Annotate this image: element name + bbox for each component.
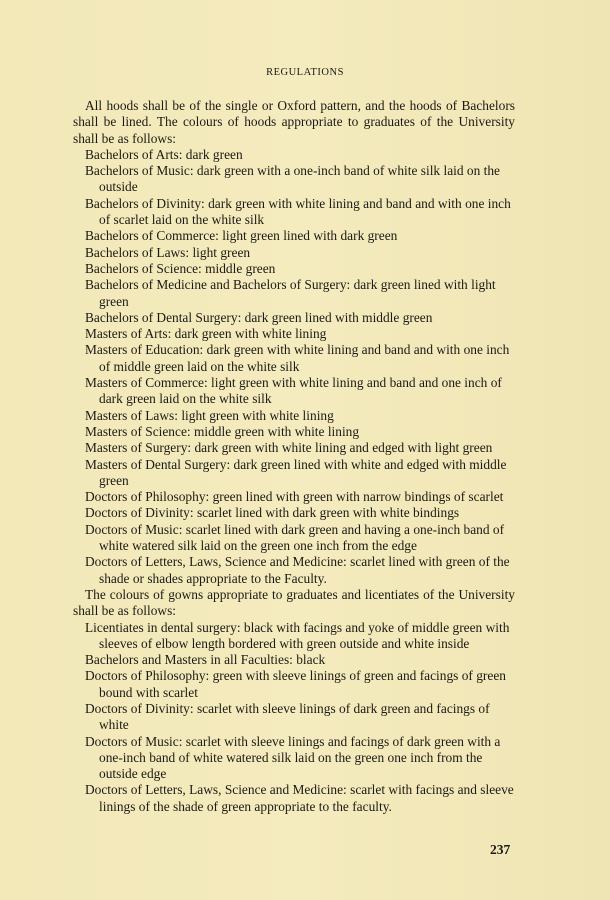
- list-item: Masters of Dental Surgery: dark green lined with white and edged with middle green: [85, 456, 507, 488]
- list-item: Bachelors of Laws: light green: [85, 244, 251, 260]
- list-item: Doctors of Philosophy: green with sleeve linings of green and facings of green bound with scarlet: [85, 668, 506, 700]
- list-item: Bachelors of Dental Surgery: dark green lined with middle green: [85, 309, 433, 325]
- hoods-list: [73, 147, 515, 587]
- hoods-intro-paragraph: All hoods shall be of the single or Oxford pattern, and the hoods of Bachelors shall be lined. The colours of hoods appropriate to graduates of the University shall be as follows:: [73, 98, 515, 146]
- body-text: [73, 98, 515, 815]
- running-title: REGULATIONS: [266, 67, 344, 78]
- list-item: Bachelors of Music: dark green with a one-inch band of white silk laid on the outside: [85, 163, 500, 195]
- list-item: Doctors of Music: scarlet lined with dark green and having a one-inch band of white watered silk laid on the green one inch from the edge: [85, 521, 505, 554]
- list-item: Doctors of Music: scarlet with sleeve linings and facings of dark green with a one-inch band of white watered silk laid on the green one inch from the outside edge: [85, 733, 501, 782]
- list-item: Bachelors of Science: middle green: [85, 260, 276, 276]
- list-item: Masters of Laws: light green with white lining: [85, 407, 334, 423]
- list-item: Bachelors of Arts: dark green: [85, 146, 243, 162]
- page-number: 237: [490, 842, 511, 857]
- list-item: Bachelors and Masters in all Faculties: black: [85, 652, 326, 668]
- gowns-list: [73, 620, 515, 816]
- list-item: Doctors of Divinity: scarlet with sleeve linings of dark green and facings of white: [85, 700, 490, 733]
- list-item: Doctors of Divinity: scarlet lined with dark green with white bindings: [85, 505, 460, 521]
- list-item: Bachelors of Commerce: light green lined with dark green: [85, 228, 398, 244]
- list-item: Doctors of Letters, Laws, Science and Medicine: scarlet with facings and sleeve linings of the shade of green appropriate to the faculty.: [85, 782, 514, 814]
- list-item: Licentiates in dental surgery: black with facings and yoke of middle green with sleeves of elbow length bordered with green outside and white inside: [85, 619, 510, 651]
- gowns-intro-paragraph: The colours of gowns appropriate to graduates and licentiates of the University shall be as follows:: [73, 586, 515, 619]
- list-item: Doctors of Letters, Laws, Science and Medicine: scarlet lined with green of the shade or shades appropriate to the Faculty.: [85, 554, 510, 586]
- list-item: Doctors of Philosophy: green lined with green with narrow bindings of scarlet: [85, 489, 504, 505]
- list-item: Masters of Surgery: dark green with white lining and edged with light green: [85, 440, 493, 456]
- list-item: Masters of Commerce: light green with white lining and band and one inch of dark green laid on the white silk: [85, 375, 502, 407]
- list-item: Bachelors of Medicine and Bachelors of Surgery: dark green lined with light green: [85, 277, 496, 309]
- list-item: Masters of Education: dark green with white lining and band and with one inch of middle green laid on the white silk: [85, 342, 510, 374]
- list-item: Masters of Arts: dark green with white lining: [85, 326, 327, 342]
- list-item: Bachelors of Divinity: dark green with white lining and band and with one inch of scarlet laid on the white silk: [85, 195, 511, 228]
- list-item: Masters of Science: middle green with white lining: [85, 423, 360, 439]
